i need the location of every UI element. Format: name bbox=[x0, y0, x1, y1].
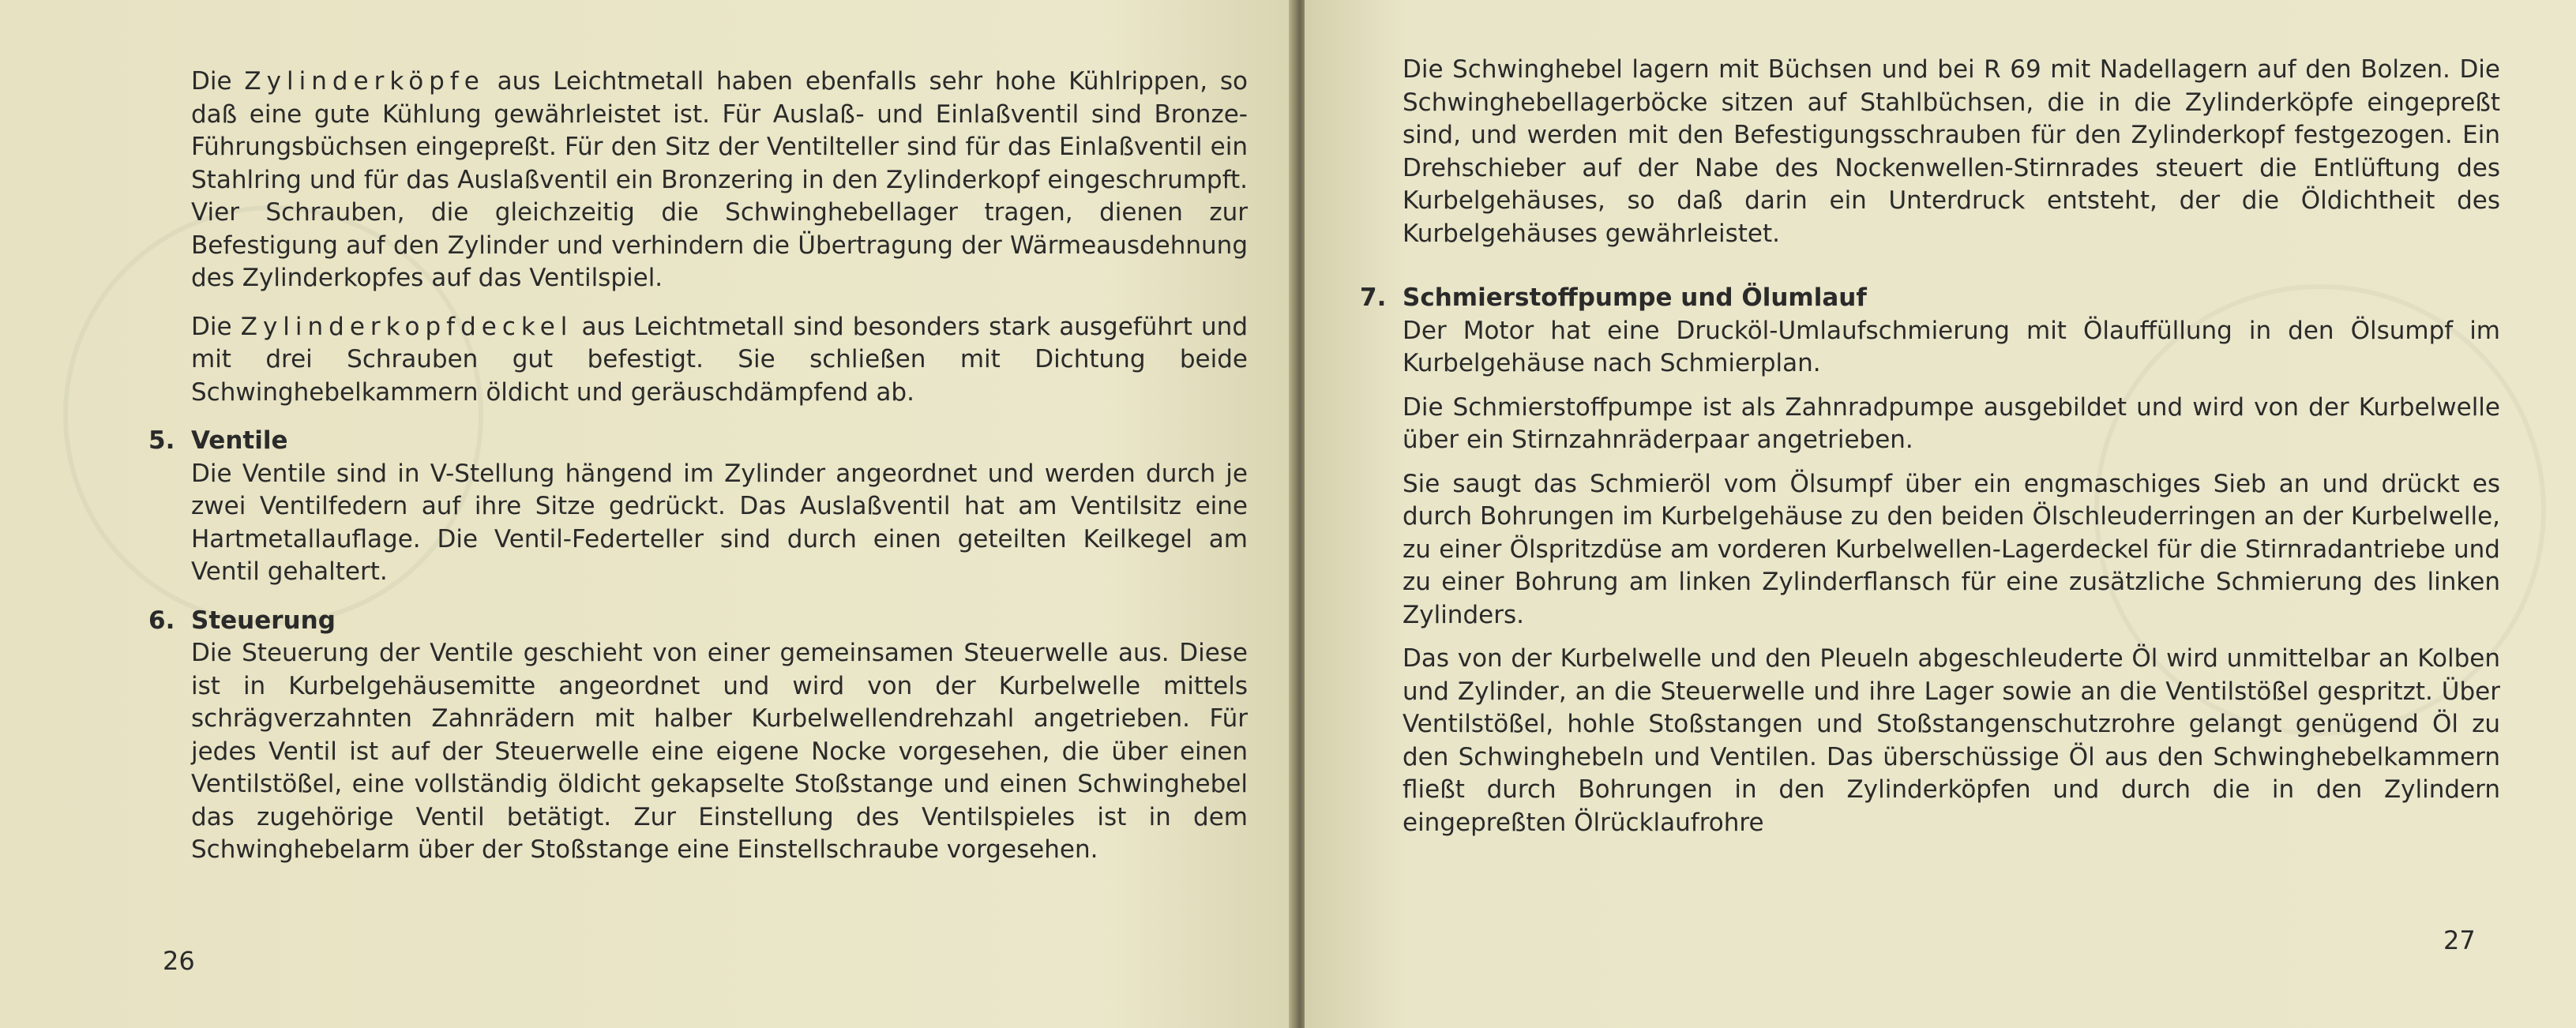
page-number: 26 bbox=[163, 946, 195, 976]
section-text: Der Motor hat eine Drucköl-Umlaufschmierung mit Ölauffüllung in den Ölsumpf im Kurbelgehäuse nach Schmierplan. bbox=[1403, 316, 2500, 377]
section-text: Das von der Kurbelwelle und den Pleueln abgeschleuderte Öl wird unmittelbar an Kolben und Zylinder, an die Steuerwelle und ihre Lager sowie an die Ventilstößel gespritzt. Über Ventilstößel, hohle Stoßstangen und Stoßstangenschutzrohre gelangt genügend Öl zu den Schwinghebeln und Ventilen. Das überschüssige Öl aus den Schwinghebelkammern fließt durch Bohrungen in den Zylinderköpfen und durch die in den Zylindern eingepreßten Ölrücklaufrohre bbox=[1403, 644, 2500, 837]
section-text: Die Schmierstoffpumpe ist als Zahnradpumpe ausgebildet und wird von der Kurbelwelle über ein Stirnzahnräderpaar angetrieben. bbox=[1403, 392, 2500, 454]
section-7 bbox=[1360, 282, 2500, 839]
paragraph-cylinder-heads: Die Zylinderköpfe aus Leichtmetall haben ebenfalls sehr hohe Kühlrippen, so daß eine gute Kühlung gewährleistet ist. Für Auslaß- und Einlaßventil sind Bronze-Führungsbüchsen eingepreßt. Für den Sitz der Ventilteller sind für das Einlaßventil ein Stahlring und für das Auslaßventil ein Bronzering in den Zylinderkopf eingeschrumpft. Vier Schrauben, die gleichzeitig die Schwinghebellager tragen, dienen zur Befestigung auf den Zylinder und verhindern die Übertragung der Wärmeausdehnung des Zylinderkopfes auf das Ventilspiel. bbox=[191, 67, 1248, 292]
section-heading: 6. Steuerung bbox=[148, 606, 336, 635]
section-heading: 7. Schmierstoffpumpe und Ölumlauf bbox=[1360, 283, 1867, 312]
right-page-text bbox=[1360, 54, 2500, 850]
section-text: Die Steuerung der Ventile geschieht von einer gemeinsamen Steuerwelle aus. Diese ist in Kurbelgehäusemitte angeordnet und wird von der Kurbelwelle mittels schrägverzahnten Zahnrädern mit halber Kurbelwellendrehzahl angetrieben. Für jedes Ventil ist auf der Steuerwelle eine eigene Nocke vorgesehen, die über einen Ventilstößel, eine vollständig öldicht gekapselte Stoßstange und einen Schwinghebel das zugehörige Ventil betätigt. Zur Einstellung des Ventilspieles ist in dem Schwinghebelarm über der Stoßstange eine Einstellschraube vorgesehen. bbox=[191, 639, 1248, 864]
spaced-term: Zylinderköpfe bbox=[244, 67, 485, 96]
paragraph-rocker-arms: Die Schwinghebel lagern mit Büchsen und bei R 69 mit Nadellagern auf den Bolzen. Die Schwinghebellagerböcke sitzen auf Stahlbüchsen, die in die Zylinderköpfe eingepreßt sind, und werden mit den Befestigungsschrauben für den Zylinderkopf festgezogen. Ein Drehschieber auf der Nabe des Nockenwellen-Stirnrades steuert die Entlüftung des Kurbelgehäuses, so daß darin ein Unterdruck entsteht, der die Öldichtheit des Kurbelgehäuses gewährleistet. bbox=[1403, 55, 2500, 248]
left-page-text bbox=[148, 66, 1248, 883]
section-5 bbox=[148, 425, 1248, 589]
section-text: Sie saugt das Schmieröl vom Ölsumpf über ein engmaschiges Sieb an und drückt es durch Bohrungen im Kurbelgehäuse zu den beiden Ölschleuderringen an der Kurbelwelle, zu einer Ölspritzdüse am vorderen Kurbelwellen-Lagerdeckel für die Stirnradantriebe und zu einer Bohrung am linken Zylinderflansch für eine zusätzliche Schmierung des linken Zylinders. bbox=[1403, 469, 2500, 629]
section-6 bbox=[148, 605, 1248, 867]
spaced-term: Zylinderkopfdeckel bbox=[240, 312, 573, 341]
section-heading: 5. Ventile bbox=[148, 426, 288, 455]
right-page bbox=[1305, 0, 2576, 1028]
section-text: Die Ventile sind in V-Stellung hängend im Zylinder angeordnet und werden durch je zwei Ventilfedern auf ihre Sitze gedrückt. Das Auslaßventil hat am Ventilsitz eine Hartmetallauflage. Die Ventil-Federteller sind durch einen geteilten Keilkegel am Ventil gehaltert. bbox=[191, 459, 1248, 586]
paragraph-cylinder-head-covers: Die Zylinderkopfdeckel aus Leichtmetall sind besonders stark ausgeführt und mit drei Schrauben gut befestigt. Sie schließen mit Dichtung beide Schwinghebelkammern öldicht und geräuschdämpfend ab. bbox=[191, 312, 1248, 407]
page-number: 27 bbox=[2443, 925, 2476, 955]
